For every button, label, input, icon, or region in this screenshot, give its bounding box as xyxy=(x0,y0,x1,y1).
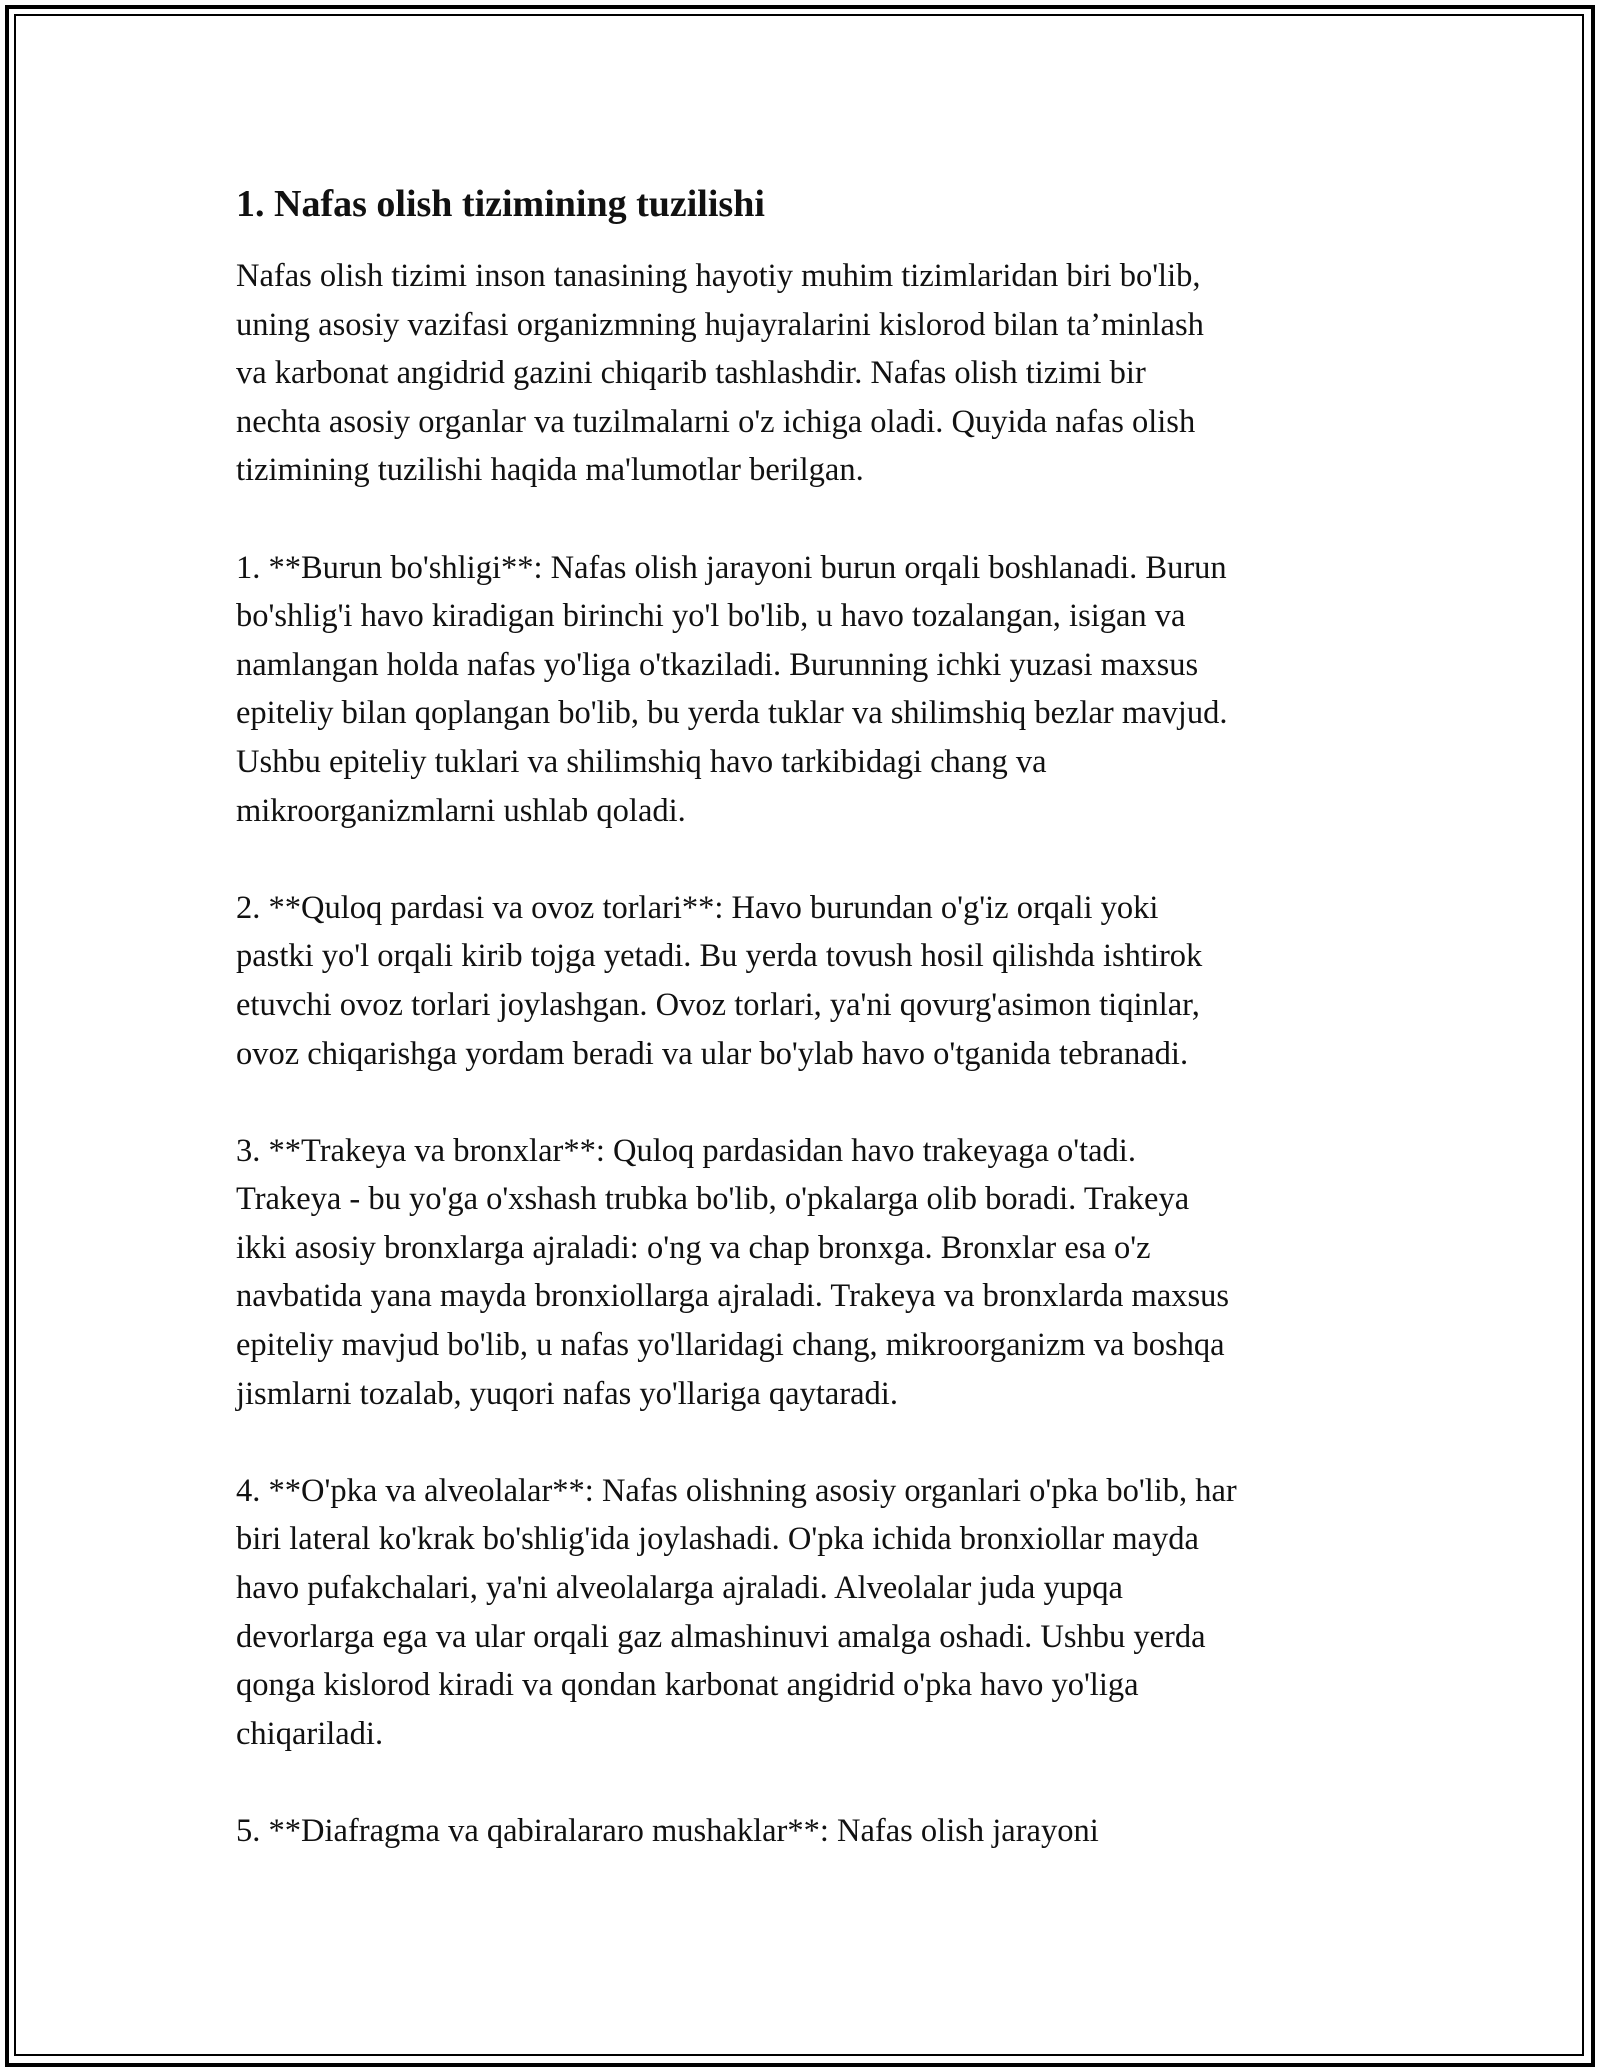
text-line: devorlarga ega va ular orqali gaz almashinuvi amalga oshadi. Ushbu yerda xyxy=(236,1618,1206,1655)
text-line: chiqariladi. xyxy=(236,1715,384,1752)
section-paragraph-lungs xyxy=(236,1467,1376,1759)
section-paragraph-nose xyxy=(236,544,1376,836)
text-line: ovoz chiqarishga yordam beradi va ular bo'ylab havo o'tganida tebranadi. xyxy=(236,1035,1189,1072)
document-page xyxy=(236,180,1376,1904)
text-line: Ushbu epiteliy tuklari va shilimshiq havo tarkibidagi chang va xyxy=(236,743,1047,780)
text-line: havo pufakchalari, ya'ni alveolalarga ajraladi. Alveolalar juda yupqa xyxy=(236,1570,1123,1607)
text-line: ikki asosiy bronxlarga ajraladi: o'ng va chap bronxga. Bronxlar esa o'z xyxy=(236,1229,1151,1266)
text-line: jismlarni tozalab, yuqori nafas yo'llariga qaytaradi. xyxy=(236,1375,898,1412)
text-line: etuvchi ovoz torlari joylashgan. Ovoz torlari, ya'ni qovurg'asimon tiqinlar, xyxy=(236,986,1200,1023)
text-line: 1. **Burun bo'shligi**: Nafas olish jarayoni burun orqali boshlanadi. Burun xyxy=(236,549,1227,586)
document-title: 1. Nafas olish tizimining tuzilishi xyxy=(236,183,765,225)
text-line: namlangan holda nafas yo'liga o'tkaziladi. Burunning ichki yuzasi maxsus xyxy=(236,646,1199,683)
text-line: va karbonat angidrid gazini chiqarib tashlashdir. Nafas olish tizimi bir xyxy=(236,355,1146,392)
text-line: Trakeya - bu yo'ga o'xshash trubka bo'lib, o'pkalarga olib boradi. Trakeya xyxy=(236,1181,1190,1218)
text-line: 3. **Trakeya va bronxlar**: Quloq pardasidan havo trakeyaga o'tadi. xyxy=(236,1132,1136,1169)
text-line: bo'shlig'i havo kiradigan birinchi yo'l bo'lib, u havo tozalangan, isigan va xyxy=(236,598,1186,635)
text-line: epiteliy mavjud bo'lib, u nafas yo'llaridagi chang, mikroorganizm va boshqa xyxy=(236,1327,1225,1364)
text-line: Nafas olish tizimi inson tanasining hayotiy muhim tizimlaridan biri bo'lib, xyxy=(236,258,1201,294)
text-line: navbatida yana mayda bronxiollarga ajraladi. Trakeya va bronxlarda maxsus xyxy=(236,1278,1230,1315)
text-line: nechta asosiy organlar va tuzilmalarni o'z ichiga oladi. Quyida nafas olish xyxy=(236,403,1196,440)
text-line: 5. **Diafragma va qabiralararo mushaklar**: Nafas olish jarayoni xyxy=(236,1813,1099,1849)
text-line: uning asosiy vazifasi organizmning hujayralarini kislorod bilan ta’minlash xyxy=(236,306,1204,343)
text-line: epiteliy bilan qoplangan bo'lib, bu yerda tuklar va shilimshiq bezlar mavjud. xyxy=(236,695,1228,732)
section-paragraph-trachea xyxy=(236,1127,1376,1419)
text-line: mikroorganizmlarni ushlab qoladi. xyxy=(236,792,686,829)
text-line: pastki yo'l orqali kirib tojga yetadi. Bu yerda tovush hosil qilishda ishtirok xyxy=(236,938,1203,975)
text-line: 4. **O'pka va alveolalar**: Nafas olishning asosiy organlari o'pka bo'lib, har xyxy=(236,1472,1237,1509)
section-paragraph-vocal xyxy=(236,884,1376,1078)
intro-paragraph xyxy=(236,252,1376,495)
text-line: tizimining tuzilishi haqida ma'lumotlar berilgan. xyxy=(236,452,864,489)
text-line: qonga kislorod kiradi va qondan karbonat angidrid o'pka havo yo'liga xyxy=(236,1667,1139,1704)
text-line: biri lateral ko'krak bo'shlig'ida joylashadi. O'pka ichida bronxiollar mayda xyxy=(236,1521,1199,1558)
section-paragraph-diaphragm xyxy=(236,1807,1376,1856)
text-line: 2. **Quloq pardasi va ovoz torlari**: Havo burundan o'g'iz orqali yoki xyxy=(236,889,1159,926)
